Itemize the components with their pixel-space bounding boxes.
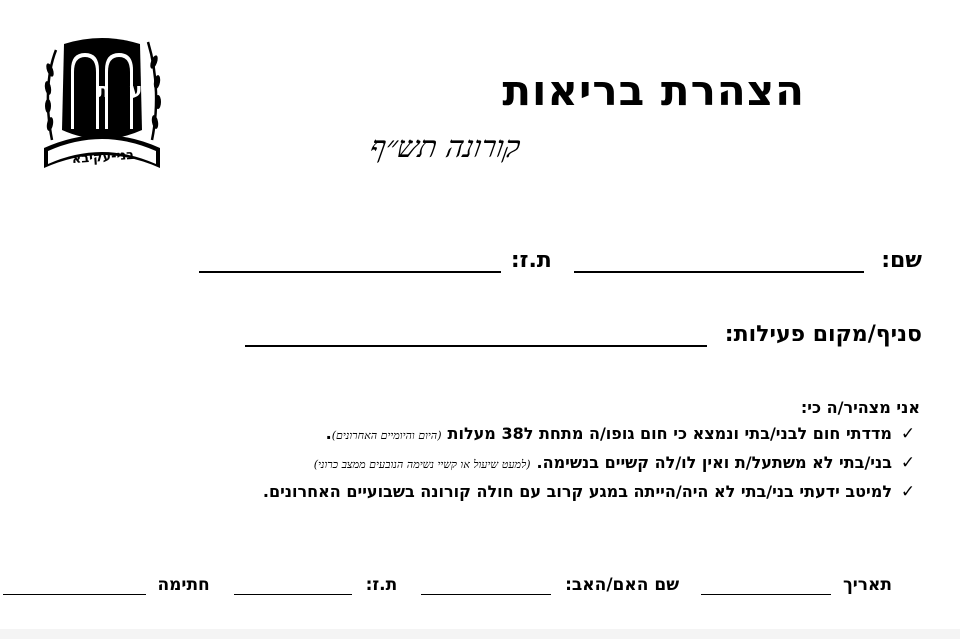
parent-id-label: ת.ז: xyxy=(365,575,398,595)
id-label: ת.ז: xyxy=(510,248,552,273)
declaration-item-text: מדדתי חום לבני/בתי ונמצא כי חום גופו/ה מתחת ל38 מעלות xyxy=(447,424,892,443)
branch-row xyxy=(245,322,922,347)
logo-letter-left: ע xyxy=(129,78,143,102)
signature-field[interactable] xyxy=(3,576,146,595)
id-field[interactable] xyxy=(199,249,501,273)
name-id-row xyxy=(199,248,922,273)
checkmark-icon: ✓ xyxy=(900,453,916,473)
page-bottom-edge xyxy=(0,629,960,639)
branch-field[interactable] xyxy=(245,323,707,347)
checkmark-icon: ✓ xyxy=(900,424,916,444)
declaration-item xyxy=(44,482,924,511)
date-label: תאריך xyxy=(842,575,892,595)
declaration-item-text: בני/בתי לא משתעל/ת ואין לו/לה קשיים בנשימה. xyxy=(536,453,892,472)
declaration-intro: אני מצהיר/ה כי: xyxy=(800,398,920,417)
page-subtitle: קורונה תש״ף xyxy=(367,130,523,165)
declaration-list xyxy=(44,424,924,511)
declaration-item-note: (למעט שיעול או קשיי נשימה הנובעים ממצב כרוני) xyxy=(313,458,531,471)
parent-name-field[interactable] xyxy=(421,576,551,595)
parent-id-field[interactable] xyxy=(234,576,352,595)
logo-banner-text: בני-עקיבא xyxy=(71,147,135,168)
declaration-item xyxy=(44,453,924,482)
name-field[interactable] xyxy=(574,249,864,273)
signature-label: חתימה xyxy=(157,575,210,595)
signature-row xyxy=(3,575,892,595)
branch-label: סניף/מקום פעילות: xyxy=(724,322,922,347)
checkmark-icon: ✓ xyxy=(900,482,916,502)
declaration-item xyxy=(44,424,924,453)
declaration-item-suffix: . xyxy=(325,424,332,443)
declaration-item-text: למיטב ידעתי בני/בתי לא היה/הייתה במגע קרוב עם חולה קורונה בשבועיים האחרונים. xyxy=(262,482,892,501)
bnei-akiva-logo xyxy=(38,30,166,180)
declaration-item-note: (היום והיומיים האחרונים) xyxy=(331,429,442,442)
date-field[interactable] xyxy=(701,576,831,595)
parent-name-label: שם האם/האב: xyxy=(565,575,680,595)
logo-letter-right: ת xyxy=(96,78,110,102)
page-title: הצהרת בריאות xyxy=(502,66,805,115)
name-label: שם: xyxy=(881,248,922,273)
